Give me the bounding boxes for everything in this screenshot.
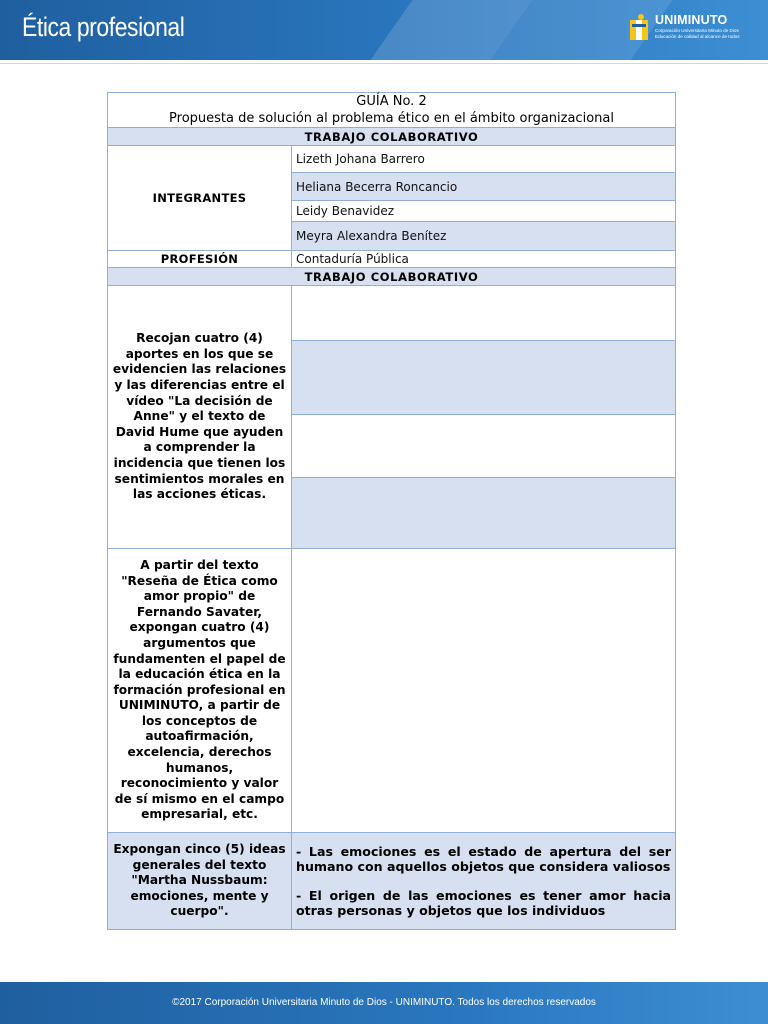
answer-cell: [292, 478, 676, 549]
section-band: TRABAJO COLABORATIVO: [108, 268, 676, 286]
guide-title: [108, 93, 676, 128]
answer-cell: [292, 415, 676, 478]
profesion-value: Contaduría Pública: [292, 251, 676, 268]
member-name: Meyra Alexandra Benítez: [292, 222, 676, 251]
nussbaum-answer: [292, 833, 676, 930]
guide-subtitle: Propuesta de solución al problema ético en el ámbito organizacional: [169, 111, 614, 126]
answer-cell: [292, 286, 676, 341]
brand-subtitle: Corporación Universitaria Minuto de Dios: [655, 28, 739, 33]
header-divider: [0, 60, 768, 62]
prompt-savater: A partir del texto "Reseña de Ética como amor propio" de Fernando Savater, expongan cuatro (4) argumentos que fundamenten el papel de la educación ética en la formación profesional en UNIMINUTO, a partir de los conceptos de autoafirmación, excelencia, derechos humanos, reconocimiento y valor de sí mismo en el campo empresarial, etc.: [108, 549, 292, 833]
answer-paragraph: - El origen de las emociones es tener amor hacia otras personas y objetos que los individuos: [296, 887, 672, 918]
integrantes-label: INTEGRANTES: [108, 146, 292, 251]
course-title: Ética profesional: [22, 12, 185, 42]
answer-cell: [292, 341, 676, 415]
member-name: Heliana Becerra Roncancio: [292, 173, 676, 201]
uniminuto-brand: [628, 12, 758, 46]
profesion-label: PROFESIÓN: [108, 251, 292, 268]
guide-number: GUÍA No. 2: [356, 94, 427, 109]
section-band: TRABAJO COLABORATIVO: [108, 128, 676, 146]
member-name: Leidy Benavidez: [292, 201, 676, 222]
guide-table: [107, 92, 676, 930]
prompt-anne-hume: Recojan cuatro (4) aportes en los que se evidencien las relaciones y las diferencias entre el vídeo "La decisión de Anne" y el texto de David Hume que ayuden a comprender la incidencia que tienen los sentimientos morales en las acciones éticas.: [108, 286, 292, 549]
brand-name: UNIMINUTO: [655, 13, 728, 27]
header-divider-line: [0, 63, 768, 64]
uniminuto-logo-icon: [628, 12, 654, 44]
answer-cell: [292, 549, 676, 833]
answer-paragraph: - Las emociones es el estado de apertura del ser humano con aquellos objetos que considera valiosos: [296, 843, 672, 874]
page-footer: [0, 982, 768, 1024]
brand-tagline: Educación de calidad al alcance de todos: [655, 34, 740, 39]
page-header: [0, 0, 768, 60]
prompt-nussbaum: Expongan cinco (5) ideas generales del texto "Martha Nussbaum: emociones, mente y cuerpo".: [108, 833, 292, 930]
copyright-text: ©2017 Corporación Universitaria Minuto de Dios - UNIMINUTO. Todos los derechos reservados: [172, 997, 596, 1008]
member-name: Lizeth Johana Barrero: [292, 146, 676, 173]
